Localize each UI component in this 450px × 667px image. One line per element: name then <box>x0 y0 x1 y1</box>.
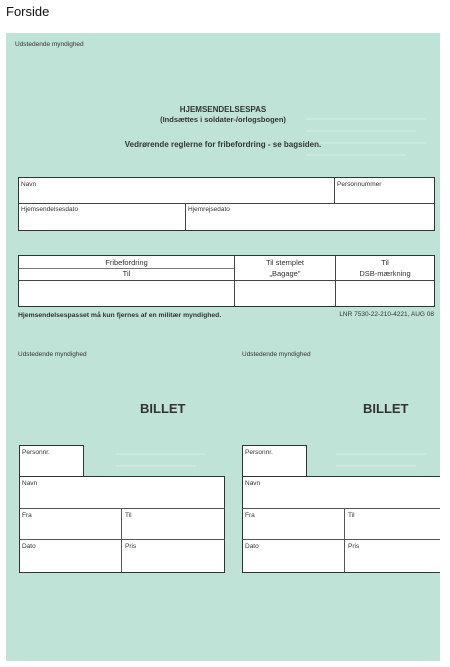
divider <box>19 203 434 204</box>
form-title: HJEMSENDELSESPAS <box>179 105 267 114</box>
ticket2-personnr-cell <box>242 445 307 477</box>
bleed-line <box>336 453 426 455</box>
form-page <box>6 33 440 661</box>
ticket1-issuer: Udstedende myndighed <box>18 351 87 358</box>
page-heading: Forside <box>6 4 50 19</box>
dato-label: Dato <box>245 543 259 550</box>
bleed-line <box>336 465 416 467</box>
bleed-line <box>116 453 206 455</box>
til-label: Til <box>348 512 355 519</box>
dato-label: Dato <box>22 543 36 550</box>
divider <box>334 178 335 203</box>
fra-label: Fra <box>22 512 32 519</box>
personal-info-box <box>18 177 435 231</box>
ticket1-fra-cell <box>19 508 122 540</box>
ticket1-title: BILLET <box>140 401 186 416</box>
ticket2-dato-cell <box>242 539 345 573</box>
bleed-line <box>306 130 416 132</box>
navn-label: Navn <box>21 181 37 188</box>
transport-table <box>18 255 435 307</box>
pris-label: Pris <box>348 543 360 550</box>
ticket1-navn-cell <box>19 476 225 509</box>
ticket2-title: BILLET <box>363 401 409 416</box>
hjemrejsedato-label: Hjemrejsedato <box>188 206 230 213</box>
removal-note: Hjemsendelsespasset må kun fjernes af en militær myndighed. <box>18 312 222 319</box>
fra-label: Fra <box>245 512 255 519</box>
navn-label: Navn <box>22 480 38 487</box>
pris-label: Pris <box>125 543 137 550</box>
issuer-label: Udstedende myndighed <box>15 41 84 48</box>
ticket2-issuer: Udstedende myndighed <box>242 351 311 358</box>
rules-note: Vedrørende reglerne for fribefordring - se bagsiden. <box>124 140 322 149</box>
personnr-label: Personnr. <box>245 449 273 456</box>
bleed-line <box>306 154 406 156</box>
ticket1-personnr-cell <box>19 445 84 477</box>
til-stemplet-label: Til stemplet <box>265 258 305 267</box>
ticket2-fra-cell <box>242 508 345 540</box>
personnummer-label: Personnummer <box>337 181 382 188</box>
bleed-line <box>116 465 196 467</box>
ticket1-dato-cell <box>19 539 122 573</box>
til-label: Til <box>125 512 132 519</box>
ticket1-pris-cell <box>121 539 225 573</box>
ticket2-pris-cell <box>344 539 440 573</box>
personnr-label: Personnr. <box>22 449 50 456</box>
navn-label: Navn <box>245 480 261 487</box>
bagage-label: „Bagage" <box>269 269 301 278</box>
ticket1-til-cell <box>121 508 225 540</box>
til2-label: Til <box>381 258 389 267</box>
ticket2-navn-cell <box>242 476 440 509</box>
ticket2-til-cell <box>344 508 440 540</box>
fribefordring-label: Fribefordring <box>105 258 148 267</box>
divider <box>19 280 434 281</box>
dsb-label: DSB-mærkning <box>359 269 411 278</box>
til-label: Til <box>122 269 131 278</box>
form-number: LNR 7530-22-210-4221, AUG 08 <box>339 311 434 318</box>
hjemsendelsesdato-label: Hjemsendelsesdato <box>21 206 79 213</box>
form-subtitle: (Indsættes i soldater-/orlogsbogen) <box>160 115 286 124</box>
divider <box>185 203 186 230</box>
